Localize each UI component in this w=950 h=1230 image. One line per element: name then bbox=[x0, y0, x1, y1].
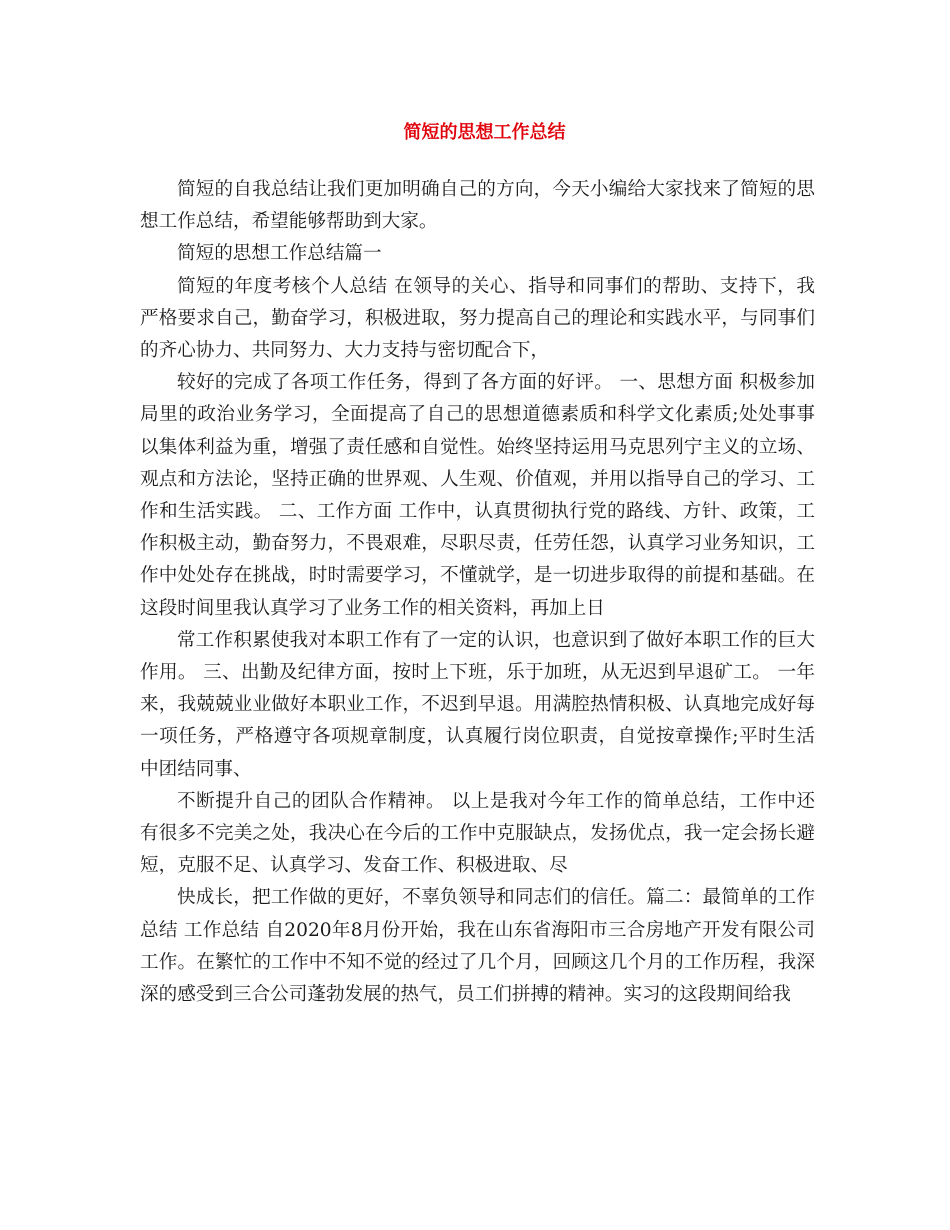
document-title: 简短的思想工作总结 bbox=[403, 122, 566, 143]
paragraph-body: 常工作积累使我对本职工作有了一定的认识，也意识到了做好本职工作的巨大作用。 三、出勤及纪律方面，按时上下班，乐于加班，从无迟到早退矿工。 一年来，我兢兢业业做好本职业工作，不迟到早退。用满腔热情积极、认真地完成好每一项任务，严格遵守各项规章制度，认真履行岗位职责，自觉按章操作;平时生活中团结同事、 bbox=[140, 629, 815, 780]
document-page bbox=[140, 118, 815, 1011]
paragraph-section-heading: 简短的思想工作总结篇一 bbox=[177, 243, 382, 265]
paragraph-body: 简短的年度考核个人总结 在领导的关心、指导和同事们的帮助、支持下，我严格要求自己，勤奋学习，积极进取，努力提高自己的理论和实践水平，与同事们的齐心协力、共同努力、大力支持与密切配合下， bbox=[140, 275, 815, 362]
paragraph-body: 不断提升自己的团队合作精神。 以上是我对今年工作的简单总结，工作中还有很多不完美之处，我决心在今后的工作中克服缺点，发扬优点，我一定会扬长避短，克服不足、认真学习、发奋工作、积极进取、尽 bbox=[140, 790, 815, 877]
paragraph-intro: 简短的自我总结让我们更加明确自己的方向，今天小编给大家找来了简短的思想工作总结，希望能够帮助到大家。 bbox=[140, 179, 815, 233]
paragraph-body: 快成长，把工作做的更好，不辜负领导和同志们的信任。篇二：最简单的工作总结 工作总结 自2020年8月份开始，我在山东省海阳市三合房地产开发有限公司工作。在繁忙的工作中不知不觉的经过了几个月，回顾这几个月的工作历程，我深深的感受到三合公司蓬勃发展的热气，员工们拼搏的精神。实习的这段期间给我 bbox=[140, 887, 815, 1006]
paragraph-body: 较好的完成了各项工作任务，得到了各方面的好评。 一、思想方面 积极参加局里的政治业务学习，全面提高了自己的思想道德素质和科学文化素质;处处事事以集体利益为重，增强了责任感和自觉性。始终坚持运用马克思列宁主义的立场、观点和方法论，坚持正确的世界观、人生观、价值观，并用以指导自己的学习、工作和生活实践。 二、工作方面 工作中，认真贯彻执行党的路线、方针、政策，工作积极主动，勤奋努力，不畏艰难，尽职尽责，任劳任怨，认真学习业务知识，工作中处处存在挑战，时时需要学习，不懂就学，是一切进步取得的前提和基础。在这段时间里我认真学习了业务工作的相关资料，再加上日 bbox=[140, 372, 815, 619]
